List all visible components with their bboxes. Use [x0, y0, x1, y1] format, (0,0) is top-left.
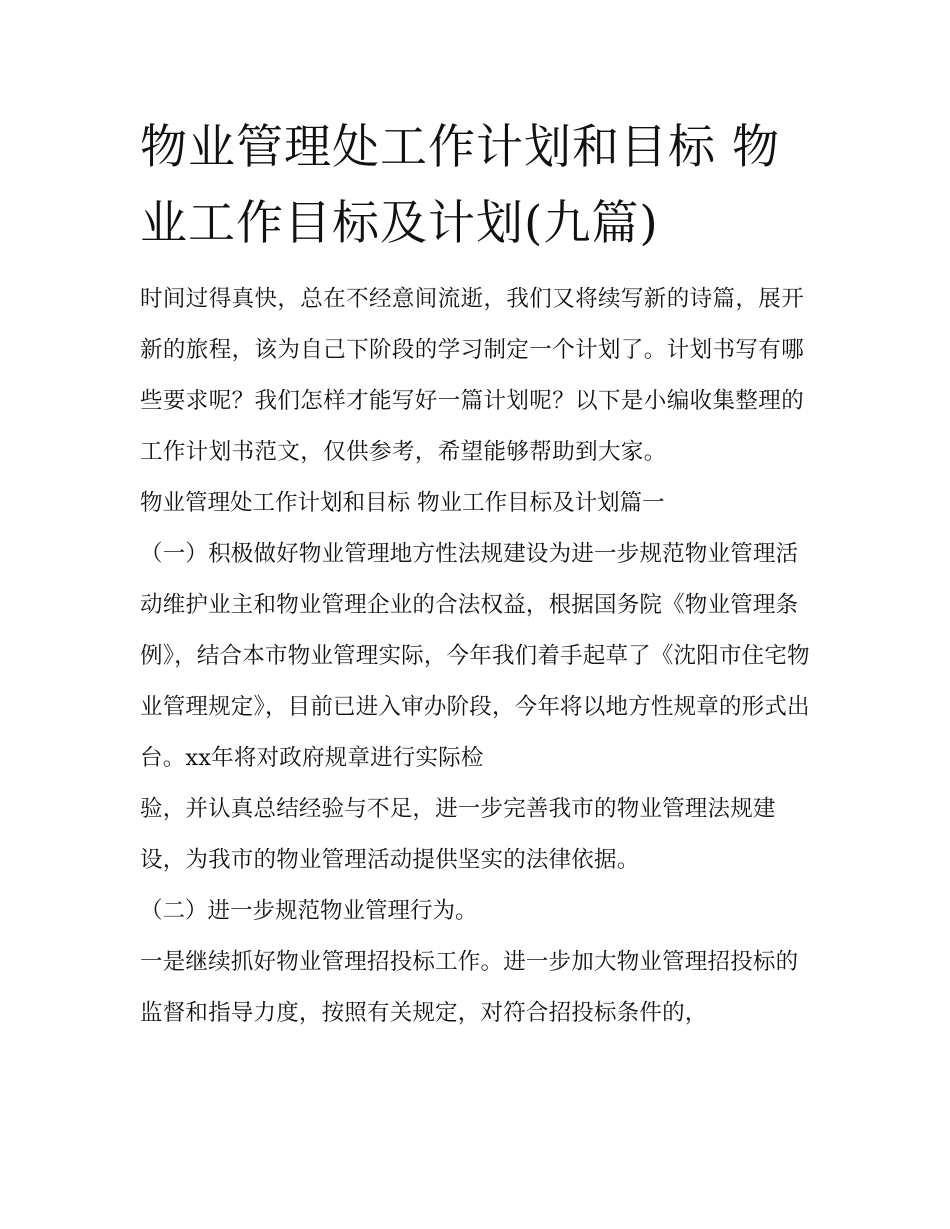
document-title: 物业管理处工作计划和目标 物业工作目标及计划(九篇) [140, 120, 780, 251]
section-heading: 物业管理处工作计划和目标 物业工作目标及计划篇一 [140, 490, 665, 516]
paragraph-item-2-detail: 一是继续抓好物业管理招投标工作。进一步加大物业管理招投标的监督和指导力度，按照有关规定，对符合招投标条件的， [140, 949, 799, 1026]
paragraph-intro: 时间过得真快，总在不经意间流逝，我们又将续写新的诗篇，展开新的旅程，该为自己下阶段的学习制定一个计划了。计划书写有哪些要求呢？我们怎样才能写好一篇计划呢？以下是小编收集整理的工作计划书范文，仅供参考，希望能够帮助到大家。 [140, 286, 805, 465]
paragraph-item-2: （二）进一步规范物业管理行为。 [140, 898, 478, 924]
paragraph-item-1-continued: 验，并认真总结经验与不足，进一步完善我市的物业管理法规建设，为我市的物业管理活动提供坚实的法律依据。 [140, 796, 776, 873]
paragraph-item-1: （一）积极做好物业管理地方性法规建设为进一步规范物业管理活动维护业主和物业管理企业的合法权益，根据国务院《物业管理条例》，结合本市物业管理实际，今年我们着手起草了《沈阳市住宅物业管理规定》，目前已进入审办阶段，今年将以地方性规章的形式出台。xx年将对政府规章进行实际检 [140, 541, 810, 771]
document-body [140, 274, 815, 1039]
